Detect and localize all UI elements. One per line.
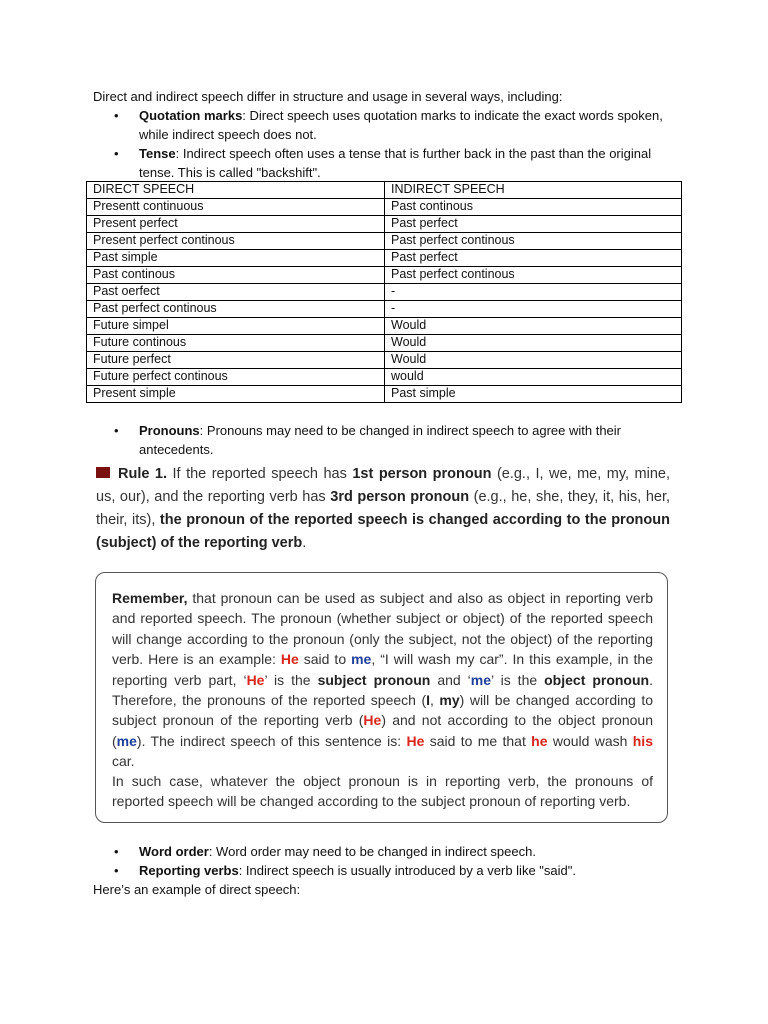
- bullet-term: Quotation marks: [139, 108, 243, 123]
- remember-label: Remember,: [112, 590, 188, 606]
- table-cell: Presentt continuous: [87, 199, 385, 216]
- table-cell: Past simple: [385, 386, 682, 403]
- box-text: said to: [298, 651, 352, 668]
- rule-text: .: [302, 535, 307, 551]
- box-text: ) will be changed according to subject pronoun of the reporting verb (: [112, 692, 653, 729]
- bullet-pronouns: [93, 421, 673, 459]
- table-cell: Past simple: [87, 250, 385, 267]
- bullet-list-pronouns: [93, 421, 673, 459]
- subject-pronoun-highlight: He: [246, 671, 265, 688]
- table-cell: -: [385, 301, 682, 318]
- table-row: [87, 318, 682, 335]
- object-pronoun-highlight: me: [470, 671, 492, 688]
- rule-1-paragraph: [96, 463, 670, 555]
- table-row: [87, 267, 682, 284]
- table-row: [87, 250, 682, 267]
- table-cell: Would: [385, 335, 682, 352]
- table-cell: Future simpel: [87, 318, 385, 335]
- box-emphasis: subject pronoun: [317, 671, 431, 688]
- bullet-text: : Pronouns may need to be changed in indirect speech to agree with their antecedents.: [139, 423, 621, 457]
- bullet-text: : Indirect speech is usually introduced by a verb like "said".: [238, 863, 576, 878]
- rule-text: (e.g., I, we, me, my, mine, us, our), and the reporting verb has: [96, 466, 671, 505]
- box-text: said to me that: [424, 732, 532, 749]
- table-cell: Future perfect: [87, 352, 385, 369]
- rule-emphasis: the pronoun of the reported speech is changed according to the pronoun (subject) of the reporting verb: [96, 512, 670, 551]
- box-text: ). The indirect speech of this sentence is:: [136, 732, 407, 749]
- box-emphasis: object pronoun: [544, 671, 650, 688]
- table-row: [87, 233, 682, 250]
- box-text: ) and not according to the object pronoun (: [112, 712, 653, 749]
- box-text: ’ is the: [491, 671, 545, 688]
- table-cell: Past perfect continous: [87, 301, 385, 318]
- table-row: [87, 284, 682, 301]
- rule-square-icon: [96, 467, 110, 478]
- table-cell: Past perfect: [385, 216, 682, 233]
- table-row: [87, 301, 682, 318]
- table-cell: Present perfect continous: [87, 233, 385, 250]
- box-text: and ‘: [430, 671, 471, 688]
- subject-pronoun-highlight: He: [363, 712, 382, 729]
- table-row: [87, 199, 682, 216]
- box-text: that pronoun can be used as subject and also as object in reporting verb and reported speech. The pronoun (whether subject or object) of the reported speech will change according to the pronoun (only the subject, not the object) of the reporting verb. Here is an example:: [112, 590, 653, 668]
- box-text: . Therefore, the pronouns of the reported speech (: [112, 671, 653, 709]
- rule-text: (e.g., he, she, they, it, his, her, their, its),: [96, 489, 670, 528]
- remember-paragraph: [112, 588, 653, 772]
- bullet-text: : Direct speech uses quotation marks to indicate the exact words spoken, while indirect speech does not.: [139, 108, 663, 142]
- table-cell: -: [385, 284, 682, 301]
- table-cell: Future perfect continous: [87, 369, 385, 386]
- table-cell: Past oerfect: [87, 284, 385, 301]
- bullet-reporting-verbs: [93, 861, 673, 880]
- table-cell: Past continous: [87, 267, 385, 284]
- bullet-term: Word order: [139, 844, 209, 859]
- table-cell: Would: [385, 352, 682, 369]
- bullet-term: Pronouns: [139, 423, 200, 438]
- bullet-term: Reporting verbs: [139, 863, 239, 878]
- rule-emphasis: 3rd person pronoun: [330, 489, 470, 505]
- table-header-cell: DIRECT SPEECH: [87, 182, 385, 199]
- table-cell: would: [385, 369, 682, 386]
- remember-box: [95, 572, 668, 823]
- subject-pronoun-highlight: his: [632, 732, 653, 749]
- subject-pronoun-highlight: he: [531, 732, 548, 749]
- table-cell: Past continous: [385, 199, 682, 216]
- table-row: [87, 335, 682, 352]
- tense-table: [86, 181, 682, 403]
- box-text: car.: [112, 753, 135, 770]
- table-cell: Past perfect continous: [385, 233, 682, 250]
- summary-paragraph: In such case, whatever the object pronoun is in reporting verb, the pronouns of reported speech will be changed according to the subject pronoun of reporting verb.: [112, 773, 653, 810]
- object-pronoun-highlight: me: [351, 651, 372, 668]
- box-text: , “I will wash my car”. In this example, in the reporting verb part, ‘: [112, 651, 653, 688]
- box-text: ,: [430, 692, 440, 709]
- bullet-word-order: [93, 842, 673, 861]
- table-row: [87, 386, 682, 403]
- bullet-text: : Indirect speech often uses a tense that is further back in the past than the original tense. This is called "backshift".: [139, 146, 652, 180]
- subject-pronoun-highlight: He: [406, 732, 425, 749]
- table-header-cell: INDIRECT SPEECH: [385, 182, 682, 199]
- bullet-term: Tense: [139, 146, 176, 161]
- bullet-list-top: [93, 106, 673, 182]
- table-cell: Would: [385, 318, 682, 335]
- table-header-row: [87, 182, 682, 199]
- box-emphasis: I: [426, 692, 431, 709]
- bullet-tense: [93, 144, 673, 182]
- rule-emphasis: 1st person pronoun: [352, 466, 492, 482]
- rule-label: Rule 1.: [118, 466, 168, 482]
- bullet-list-bottom: [93, 842, 673, 880]
- table-cell: Present perfect: [87, 216, 385, 233]
- table-row: [87, 216, 682, 233]
- object-pronoun-highlight: me: [116, 732, 137, 749]
- table-cell: Present simple: [87, 386, 385, 403]
- table-row: [87, 352, 682, 369]
- table-row: [87, 369, 682, 386]
- table-cell: Future continous: [87, 335, 385, 352]
- subject-pronoun-highlight: He: [280, 651, 299, 668]
- bullet-text: : Word order may need to be changed in indirect speech.: [208, 844, 536, 859]
- table-cell: Past perfect continous: [385, 267, 682, 284]
- box-text: would wash: [547, 732, 633, 749]
- bullet-quotation-marks: [93, 106, 673, 144]
- table-cell: Past perfect: [385, 250, 682, 267]
- box-text: ’ is the: [264, 671, 318, 688]
- outro-text: Here’s an example of direct speech:: [93, 882, 301, 897]
- rule-text: If the reported speech has: [167, 466, 353, 482]
- box-emphasis: my: [439, 692, 460, 709]
- intro-text: Direct and indirect speech differ in structure and usage in several ways, including:: [93, 89, 563, 104]
